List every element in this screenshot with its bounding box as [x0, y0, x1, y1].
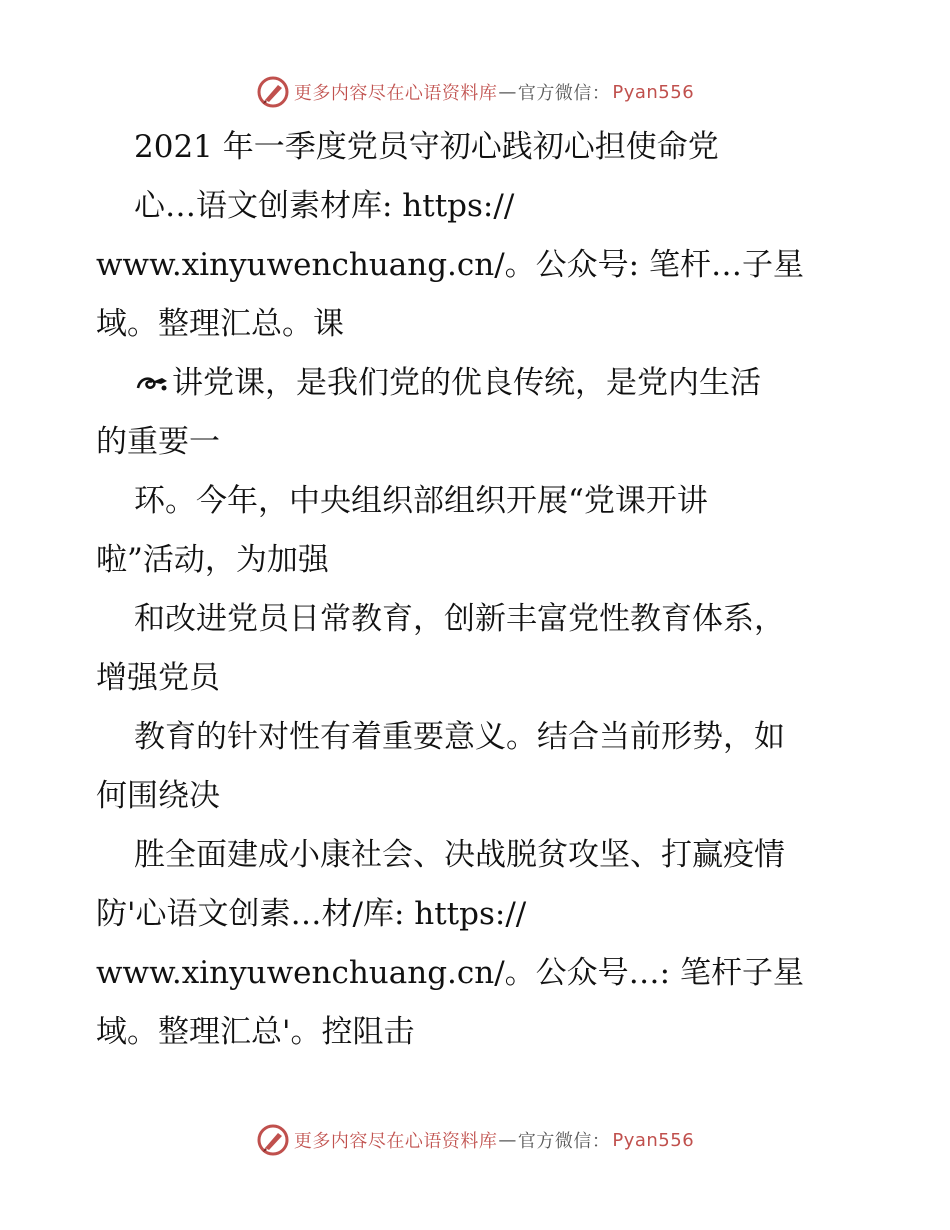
document-body — [96, 118, 866, 1062]
pen-logo-icon — [256, 1123, 290, 1157]
body-line: 胜全面建成小康社会、决战脱贫攻坚、打赢疫情 — [134, 837, 785, 873]
body-line: 的重要一 — [96, 424, 220, 460]
footer-separator: — — [498, 1129, 517, 1151]
header-wechat-label: 官方微信： — [517, 83, 611, 104]
body-line: 防'心语文创素…材/库: https:// — [96, 896, 527, 932]
body-line: 何围绕决 — [96, 778, 220, 814]
body-line: 啦”活动，为加强 — [96, 542, 329, 578]
flourish-bullet-icon — [134, 370, 170, 396]
header-banner — [0, 72, 950, 112]
body-line: 讲党课，是我们党的优良传统，是党内生活 — [96, 354, 866, 413]
footer-wechat-id: Pyan556 — [612, 1129, 695, 1151]
body-line: 教育的针对性有着重要意义。结合当前形势，如 — [134, 719, 785, 755]
body-line: 增强党员 — [96, 660, 220, 696]
footer-banner — [0, 1120, 950, 1160]
footer-promo-text: 更多内容尽在心语资料库 — [293, 1131, 498, 1152]
body-line: 2021 年一季度党员守初心践初心担使命党 — [134, 129, 719, 165]
body-line: 域。整理汇总'。控阻击 — [96, 1014, 415, 1050]
body-line: www.xinyuwenchuang.cn/。公众号: 笔杆…子星 — [96, 247, 804, 283]
body-line: 心…语文创素材库: https:// — [134, 188, 515, 224]
pen-logo-icon — [256, 75, 290, 109]
body-line: 域。整理汇总。课 — [96, 306, 344, 342]
body-line: 和改进党员日常教育，创新丰富党性教育体系， — [134, 601, 785, 637]
header-wechat-id: Pyan556 — [612, 81, 695, 103]
footer-wechat-label: 官方微信： — [517, 1131, 611, 1152]
header-separator: — — [498, 81, 517, 103]
header-promo-text: 更多内容尽在心语资料库 — [293, 83, 498, 104]
body-line: www.xinyuwenchuang.cn/。公众号…: 笔杆子星 — [96, 955, 804, 991]
body-line: 环。今年，中央组织部组织开展“党课开讲 — [134, 483, 708, 519]
